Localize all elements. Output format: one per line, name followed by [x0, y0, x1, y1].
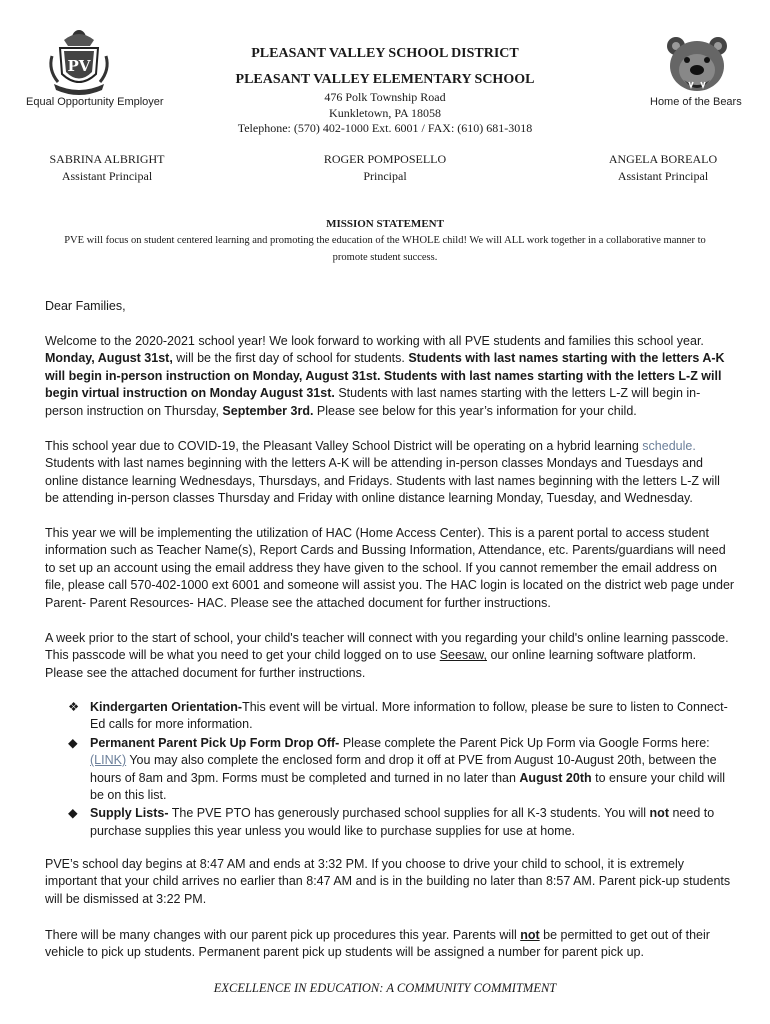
diamond-icon: ◆	[68, 806, 78, 821]
bullet-text: This event will be virtual. More information to follow, please be sure to listen to Connect-Ed calls for more information.	[90, 700, 728, 732]
equal-opportunity-caption: Equal Opportunity Employer	[26, 96, 164, 108]
phone-fax: Telephone: (570) 402-1000 Ext. 6001 / FAX: (610) 681-3018	[237, 121, 533, 135]
google-form-link[interactable]: (LINK)	[90, 753, 127, 768]
greeting: Dear Families,	[45, 299, 126, 313]
text: will be the first day of school for students.	[172, 351, 409, 366]
paragraph-welcome	[45, 333, 735, 420]
not-emphasis: not	[520, 928, 540, 942]
bullet-text: to ensure your child will be on this list.	[90, 770, 726, 803]
text: our online learning software platform. Please see the attached document for further instructions.	[45, 648, 697, 680]
bullet-text: The PVE PTO has generously purchased school supplies for all K-3 students. You will	[168, 806, 650, 821]
text: This school year due to COVID-19, the Pleasant Valley School District will be operating on a hybrid learning	[45, 439, 643, 453]
in-person-date: September 3rd.	[222, 403, 314, 418]
paragraph-hac: This year we will be implementing the utilization of HAC (Home Access Center). This is a parent portal to access student information such as Teacher Name(s), Report Cards and Bussing Information, Attendance, etc. Parents/guardians will need to set up an account using the email address they have given to the school. If you cannot remember the email address on file, please call 570-402-1000 ext 6001 and someone will assist you. The HAC login is located on the district web page under Parent- Parent Resources- HAC. Please see the attached document for further instructions.	[45, 526, 735, 610]
mission-text: PVE will focus on student centered learning and promoting the education of the WHOLE child! We will ALL work together in a collaborative manner to promote student success.	[64, 235, 706, 263]
diamond-icon: ◆	[68, 735, 78, 750]
bullet-list	[68, 699, 728, 841]
staff-role: Assistant Principal	[61, 169, 153, 183]
paragraph-pickup	[45, 927, 735, 962]
bullet-text: need to purchase supplies this year unless you would like to purchase supplies for use at home.	[90, 806, 715, 838]
staff-assistant-principal-2	[578, 151, 748, 185]
district-name: PLEASANT VALLEY SCHOOL DISTRICT	[251, 46, 519, 61]
list-item-supply-lists	[68, 805, 728, 840]
bullet-title: Supply Lists-	[90, 806, 169, 821]
staff-name: SABRINA ALBRIGHT	[49, 152, 165, 166]
text: Students with last names beginning with the letters A-K will be attending in-person classes Mondays and Tuesdays and online distance learning Wednesdays, Thursdays, and Fridays. Students with last names beginning with the letters L-Z will be attending in-person classes Thursday and Friday with online distance learning Monday, Tuesday, and Wednesday.	[45, 456, 720, 506]
list-item-pickup-form	[68, 735, 728, 805]
text: A week prior to the start of school, your child's teacher will connect with you regarding your child's online learning passcode. This passcode will be what you need to get your child logged on to use	[45, 631, 729, 663]
home-of-bears-caption: Home of the Bears	[650, 96, 742, 108]
staff-name: ROGER POMPOSELLO	[323, 152, 447, 166]
crest-letters: PV	[67, 57, 91, 75]
first-day-date: Monday, August 31st,	[45, 351, 173, 366]
address-line-2: Kunkletown, PA 18058	[329, 106, 441, 120]
mission-title: MISSION STATEMENT	[326, 218, 444, 230]
bullet-title: Permanent Parent Pick Up Form Drop Off-	[90, 735, 340, 750]
paragraph-hybrid	[45, 438, 735, 508]
footer-motto: EXCELLENCE IN EDUCATION: A COMMUNITY COMMITMENT	[213, 981, 557, 995]
staff-principal	[300, 151, 470, 185]
group-schedule-bold: Students with last names starting with the letters A-K will begin in-person instruction on Monday, August 31st. Students with last names starting with the letters L-Z will begin virtual instruction on Monday August 31st.	[45, 351, 725, 401]
address-line-1: 476 Polk Township Road	[324, 90, 446, 104]
list-item-kindergarten	[68, 699, 728, 734]
bullet-text: You may also complete the enclosed form and drop it off at PVE from August 10-August 20th, between the hours of 8am and 3pm. Forms must be completed and turned in no later than	[90, 753, 717, 785]
staff-role: Principal	[363, 169, 407, 183]
paragraph-school-day: PVE’s school day begins at 8:47 AM and ends at 3:32 PM. If you choose to drive your child to school, it is extremely important that your child arrives no earlier than 8:47 AM and is in the building no later than 8:57 AM. Parent pick-up students will be dismissed at 3:22 PM.	[45, 857, 731, 906]
text: Please see below for this year’s information for your child.	[313, 403, 637, 418]
not-emphasis: not	[649, 806, 669, 821]
deadline-date: August 20th	[519, 770, 592, 785]
seesaw-link[interactable]: Seesaw,	[439, 648, 487, 663]
bullet-title: Kindergarten Orientation-	[90, 700, 243, 714]
text: Students with last names starting with the letters L-Z will begin in-person instruction on Thursday,	[45, 386, 701, 418]
staff-role: Assistant Principal	[617, 169, 709, 183]
diamond-star-icon: ❖	[68, 700, 80, 714]
schedule-link[interactable]: schedule.	[642, 439, 696, 453]
bullet-text: Please complete the Parent Pick Up Form via Google Forms here:	[339, 735, 710, 750]
staff-assistant-principal-1	[22, 151, 192, 185]
paragraph-seesaw	[45, 630, 735, 682]
text: There will be many changes with our parent pick up procedures this year. Parents will	[45, 928, 521, 942]
text: be permitted to get out of their vehicle to pick up students. Permanent parent pick up students will be assigned a number for parent pick up.	[45, 928, 710, 960]
text: Welcome to the 2020-2021 school year! We look forward to working with all PVE students and families this school year.	[45, 334, 704, 348]
school-name: PLEASANT VALLEY ELEMENTARY SCHOOL	[235, 72, 535, 87]
staff-name: ANGELA BOREALO	[608, 152, 718, 166]
